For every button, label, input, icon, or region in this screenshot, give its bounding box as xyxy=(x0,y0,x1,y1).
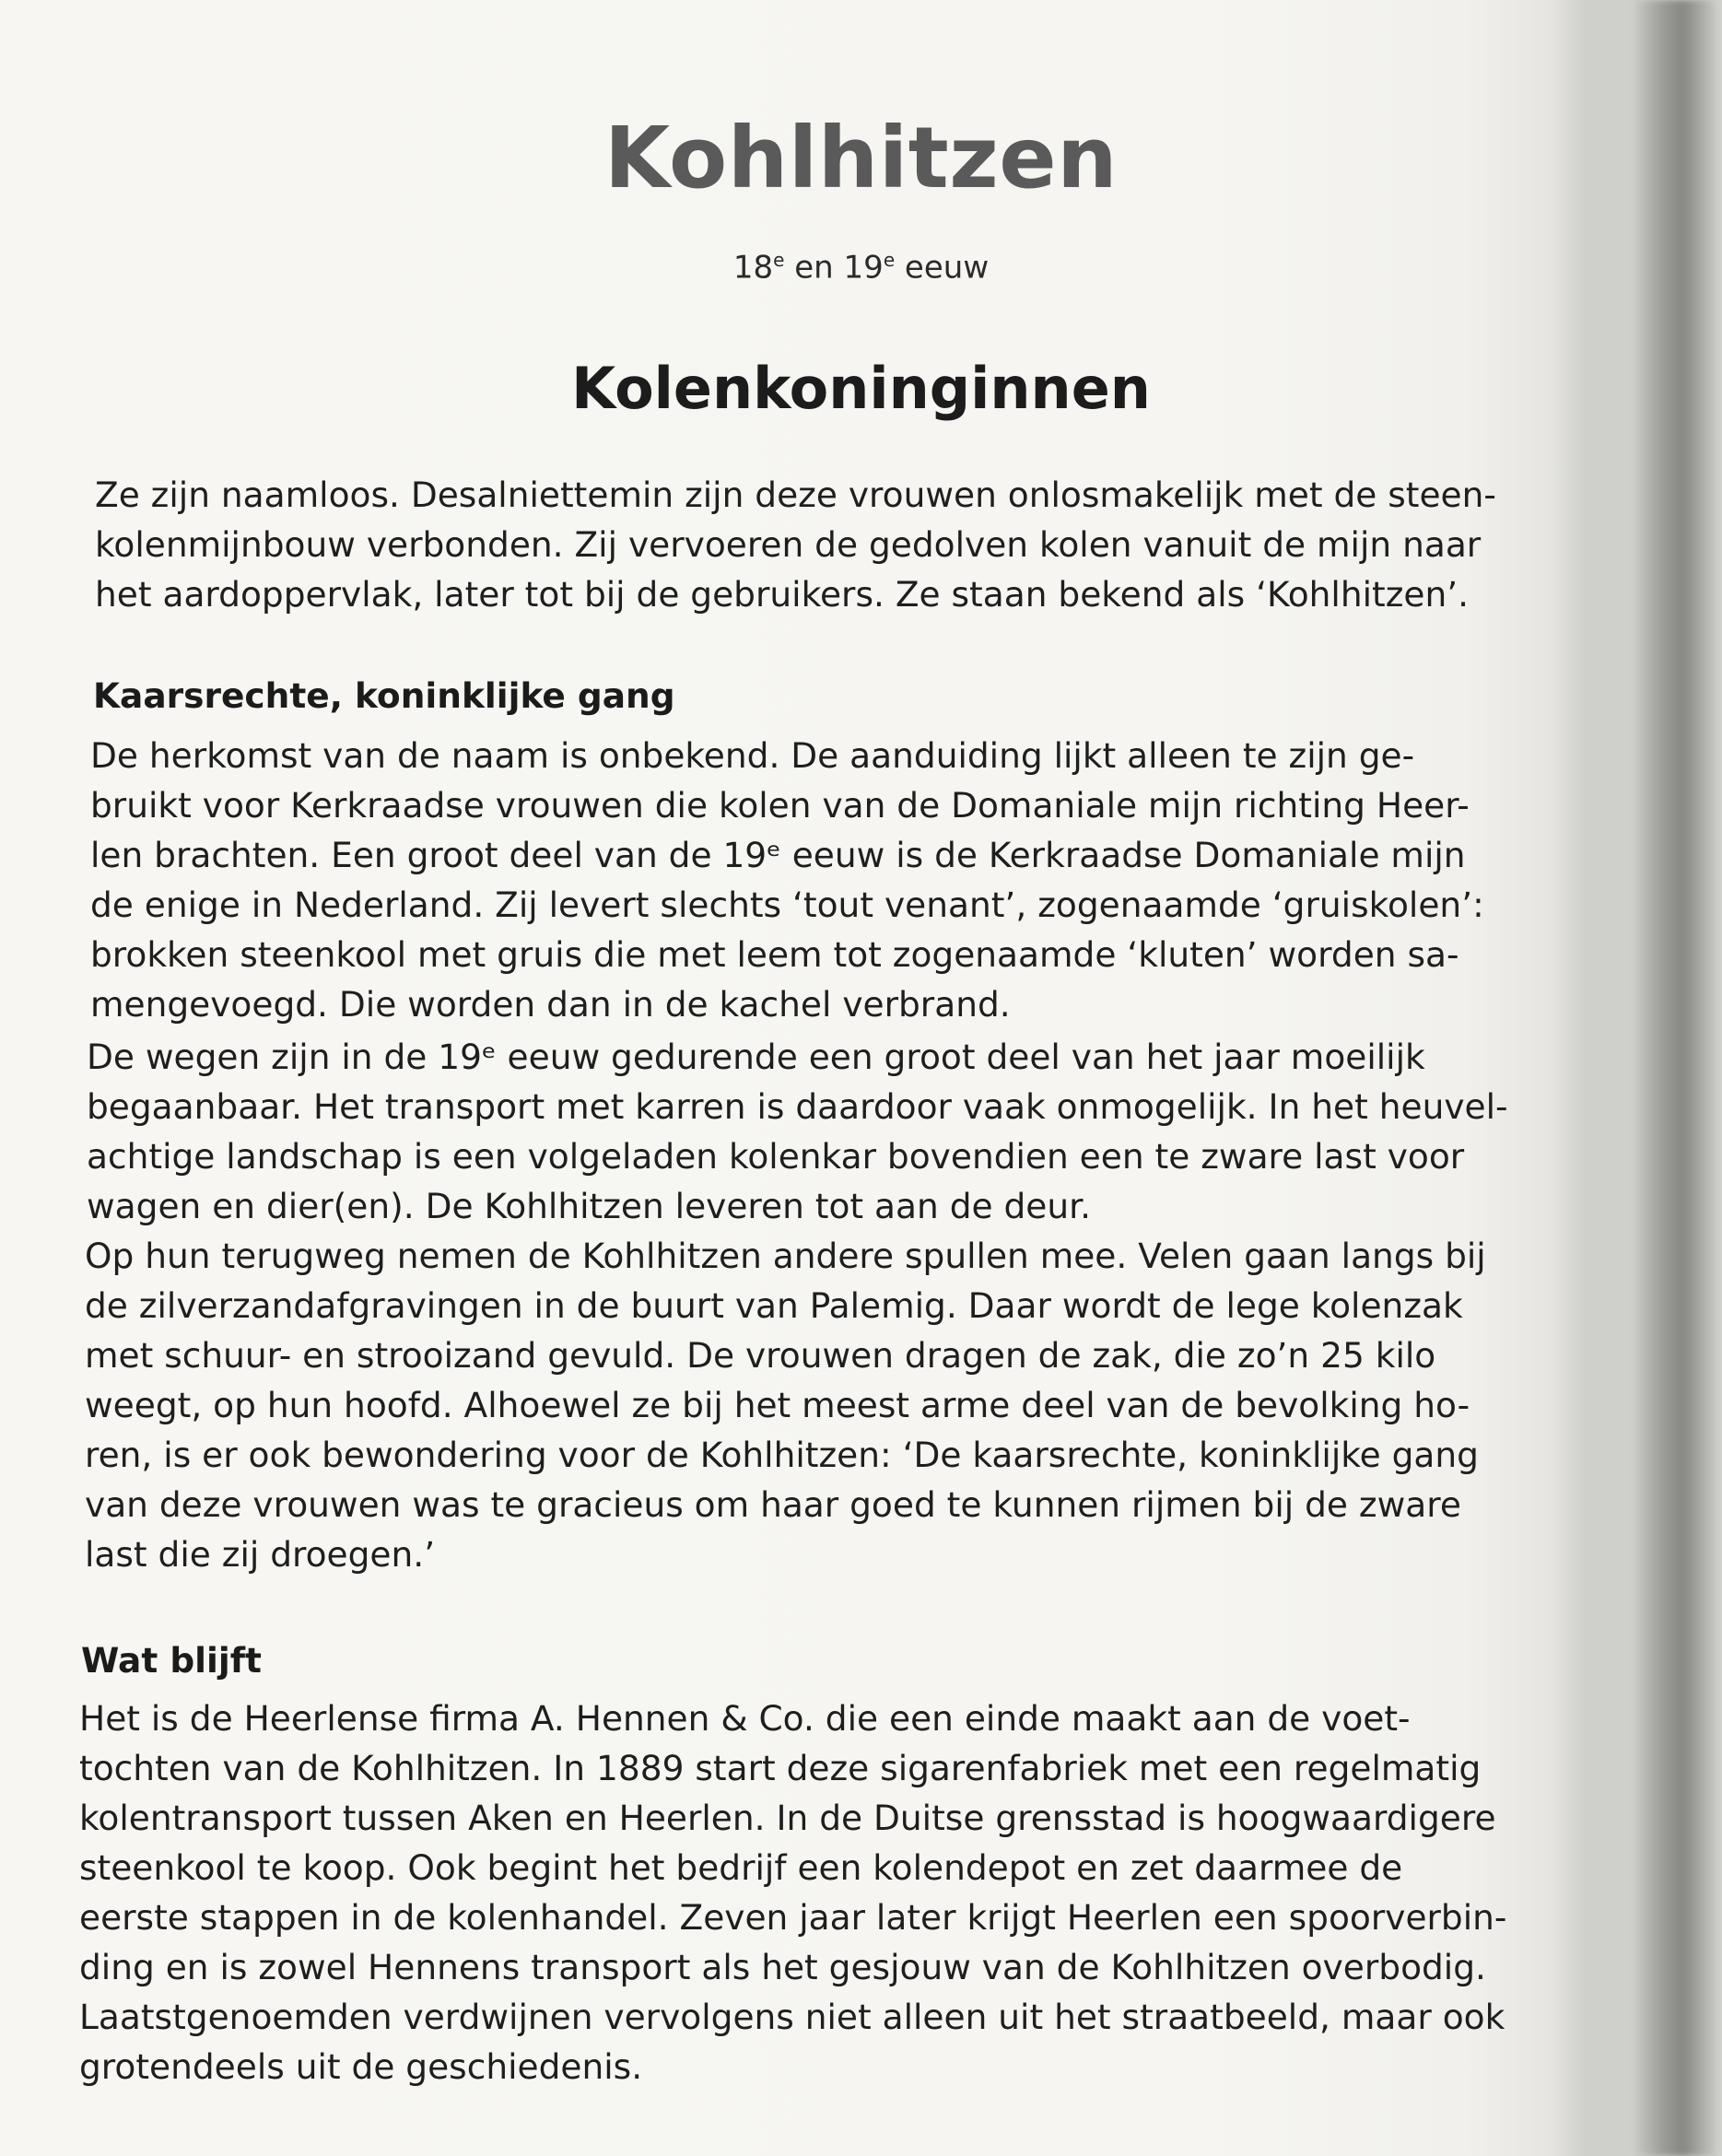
text-line: bruikt voor Kerkraadse vrouwen die kolen van de Domaniale mijn richting Heer- xyxy=(90,785,1470,826)
subheading-wat-blijft: Wat blijft xyxy=(81,1640,262,1681)
text-line: Ze zijn naamloos. Desalniettemin zijn deze vrouwen onlosmakelijk met de steen- xyxy=(95,475,1496,515)
text-line: de enige in Nederland. Zij levert slechts ‘tout venant’, zogenaamde ‘gruiskolen’: xyxy=(90,885,1484,925)
text-line: met schuur- en strooizand gevuld. De vrouwen dragen de zak, die zo’n 25 kilo xyxy=(85,1335,1436,1376)
text-line: de zilverzandafgravingen in de buurt van Palemig. Daar wordt de lege kolenzak xyxy=(85,1285,1463,1326)
subtitle-part: eeuw xyxy=(895,249,990,287)
subtitle-part: 18 xyxy=(732,249,774,287)
text-line: Laatstgenoemden verdwijnen vervolgens niet alleen uit het straatbeeld, maar ook xyxy=(79,1997,1505,2037)
text-line: wagen en dier(en). De Kohlhitzen leveren tot aan de deur. xyxy=(87,1186,1092,1226)
text-line: Op hun terugweg nemen de Kohlhitzen andere spullen mee. Velen gaan langs bij xyxy=(85,1236,1486,1276)
subtitle-superscript: e xyxy=(883,249,896,271)
text-line: last die zij droegen.’ xyxy=(85,1534,436,1575)
paragraph-origin xyxy=(90,731,1601,1029)
subtitle-superscript: e xyxy=(773,249,785,271)
text-line: brokken steenkool met gruis die met leem tot zogenaamde ‘kluten’ worden sa- xyxy=(90,934,1459,975)
text-line: De herkomst van de naam is onbekend. De aanduiding lijkt alleen te zijn ge- xyxy=(90,735,1415,776)
text-line: kolentransport tussen Aken en Heerlen. In de Duitse grensstad is hoogwaardigere xyxy=(79,1798,1496,1838)
text-line: kolenmijnbouw verbonden. Zij vervoeren de gedolven kolen vanuit de mijn naar xyxy=(95,524,1482,565)
text-line: achtige landschap is een volgeladen kolenkar bovendien een te zware last voor xyxy=(87,1136,1465,1177)
paragraph-what-remains xyxy=(79,1693,1590,2092)
text-line: weegt, op hun hoofd. Alhoewel ze bij het meest arme deel van de bevolking ho- xyxy=(85,1385,1470,1425)
intro-paragraph xyxy=(95,470,1606,619)
section-title: Kolenkoninginnen xyxy=(571,355,1151,422)
subheading-gang: Kaarsrechte, koninklijke gang xyxy=(93,675,675,716)
text-line: len brachten. Een groot deel van de 19ᵉ eeuw is de Kerkraadse Domaniale mijn xyxy=(90,835,1466,875)
text-line: van deze vrouwen was te gracieus om haar goed te kunnen rijmen bij de zware xyxy=(85,1484,1461,1525)
text-line: steenkool te koop. Ook begint het bedrijf een kolendepot en zet daarmee de xyxy=(79,1847,1403,1888)
text-line: het aardoppervlak, later tot bij de gebruikers. Ze staan bekend als ‘Kohlhitzen’. xyxy=(95,574,1470,615)
text-line: eerste stappen in de kolenhandel. Zeven jaar later krijgt Heerlen een spoorverbin- xyxy=(79,1897,1507,1938)
text-line: tochten van de Kohlhitzen. In 1889 start deze sigarenfabriek met een regelmatig xyxy=(79,1748,1482,1788)
text-line: ren, is er ook bewondering voor de Kohlhitzen: ‘De kaarsrechte, koninklijke gang xyxy=(85,1435,1479,1475)
page-subtitle xyxy=(0,249,1722,286)
text-line: grotendeels uit de geschiedenis. xyxy=(79,2046,643,2087)
subtitle-part: en 19 xyxy=(784,249,884,287)
text-line: begaanbaar. Het transport met karren is daardoor vaak onmogelijk. In het heuvel- xyxy=(87,1086,1508,1127)
paragraph-return-trip xyxy=(85,1231,1596,1579)
page-title: Kohlhitzen xyxy=(603,109,1119,207)
text-line: Het is de Heerlense firma A. Hennen & Co. die een einde maakt aan de voet- xyxy=(79,1698,1411,1739)
text-line: ding en is zowel Hennens transport als het gesjouw van de Kohlhitzen overbodig. xyxy=(79,1947,1486,1987)
text-line: De wegen zijn in de 19ᵉ eeuw gedurende een groot deel van het jaar moeilijk xyxy=(87,1037,1425,1077)
book-gutter-shadow xyxy=(1634,0,1722,2156)
paragraph-roads xyxy=(87,1032,1598,1231)
text-line: mengevoegd. Die worden dan in de kachel verbrand. xyxy=(90,984,1011,1025)
